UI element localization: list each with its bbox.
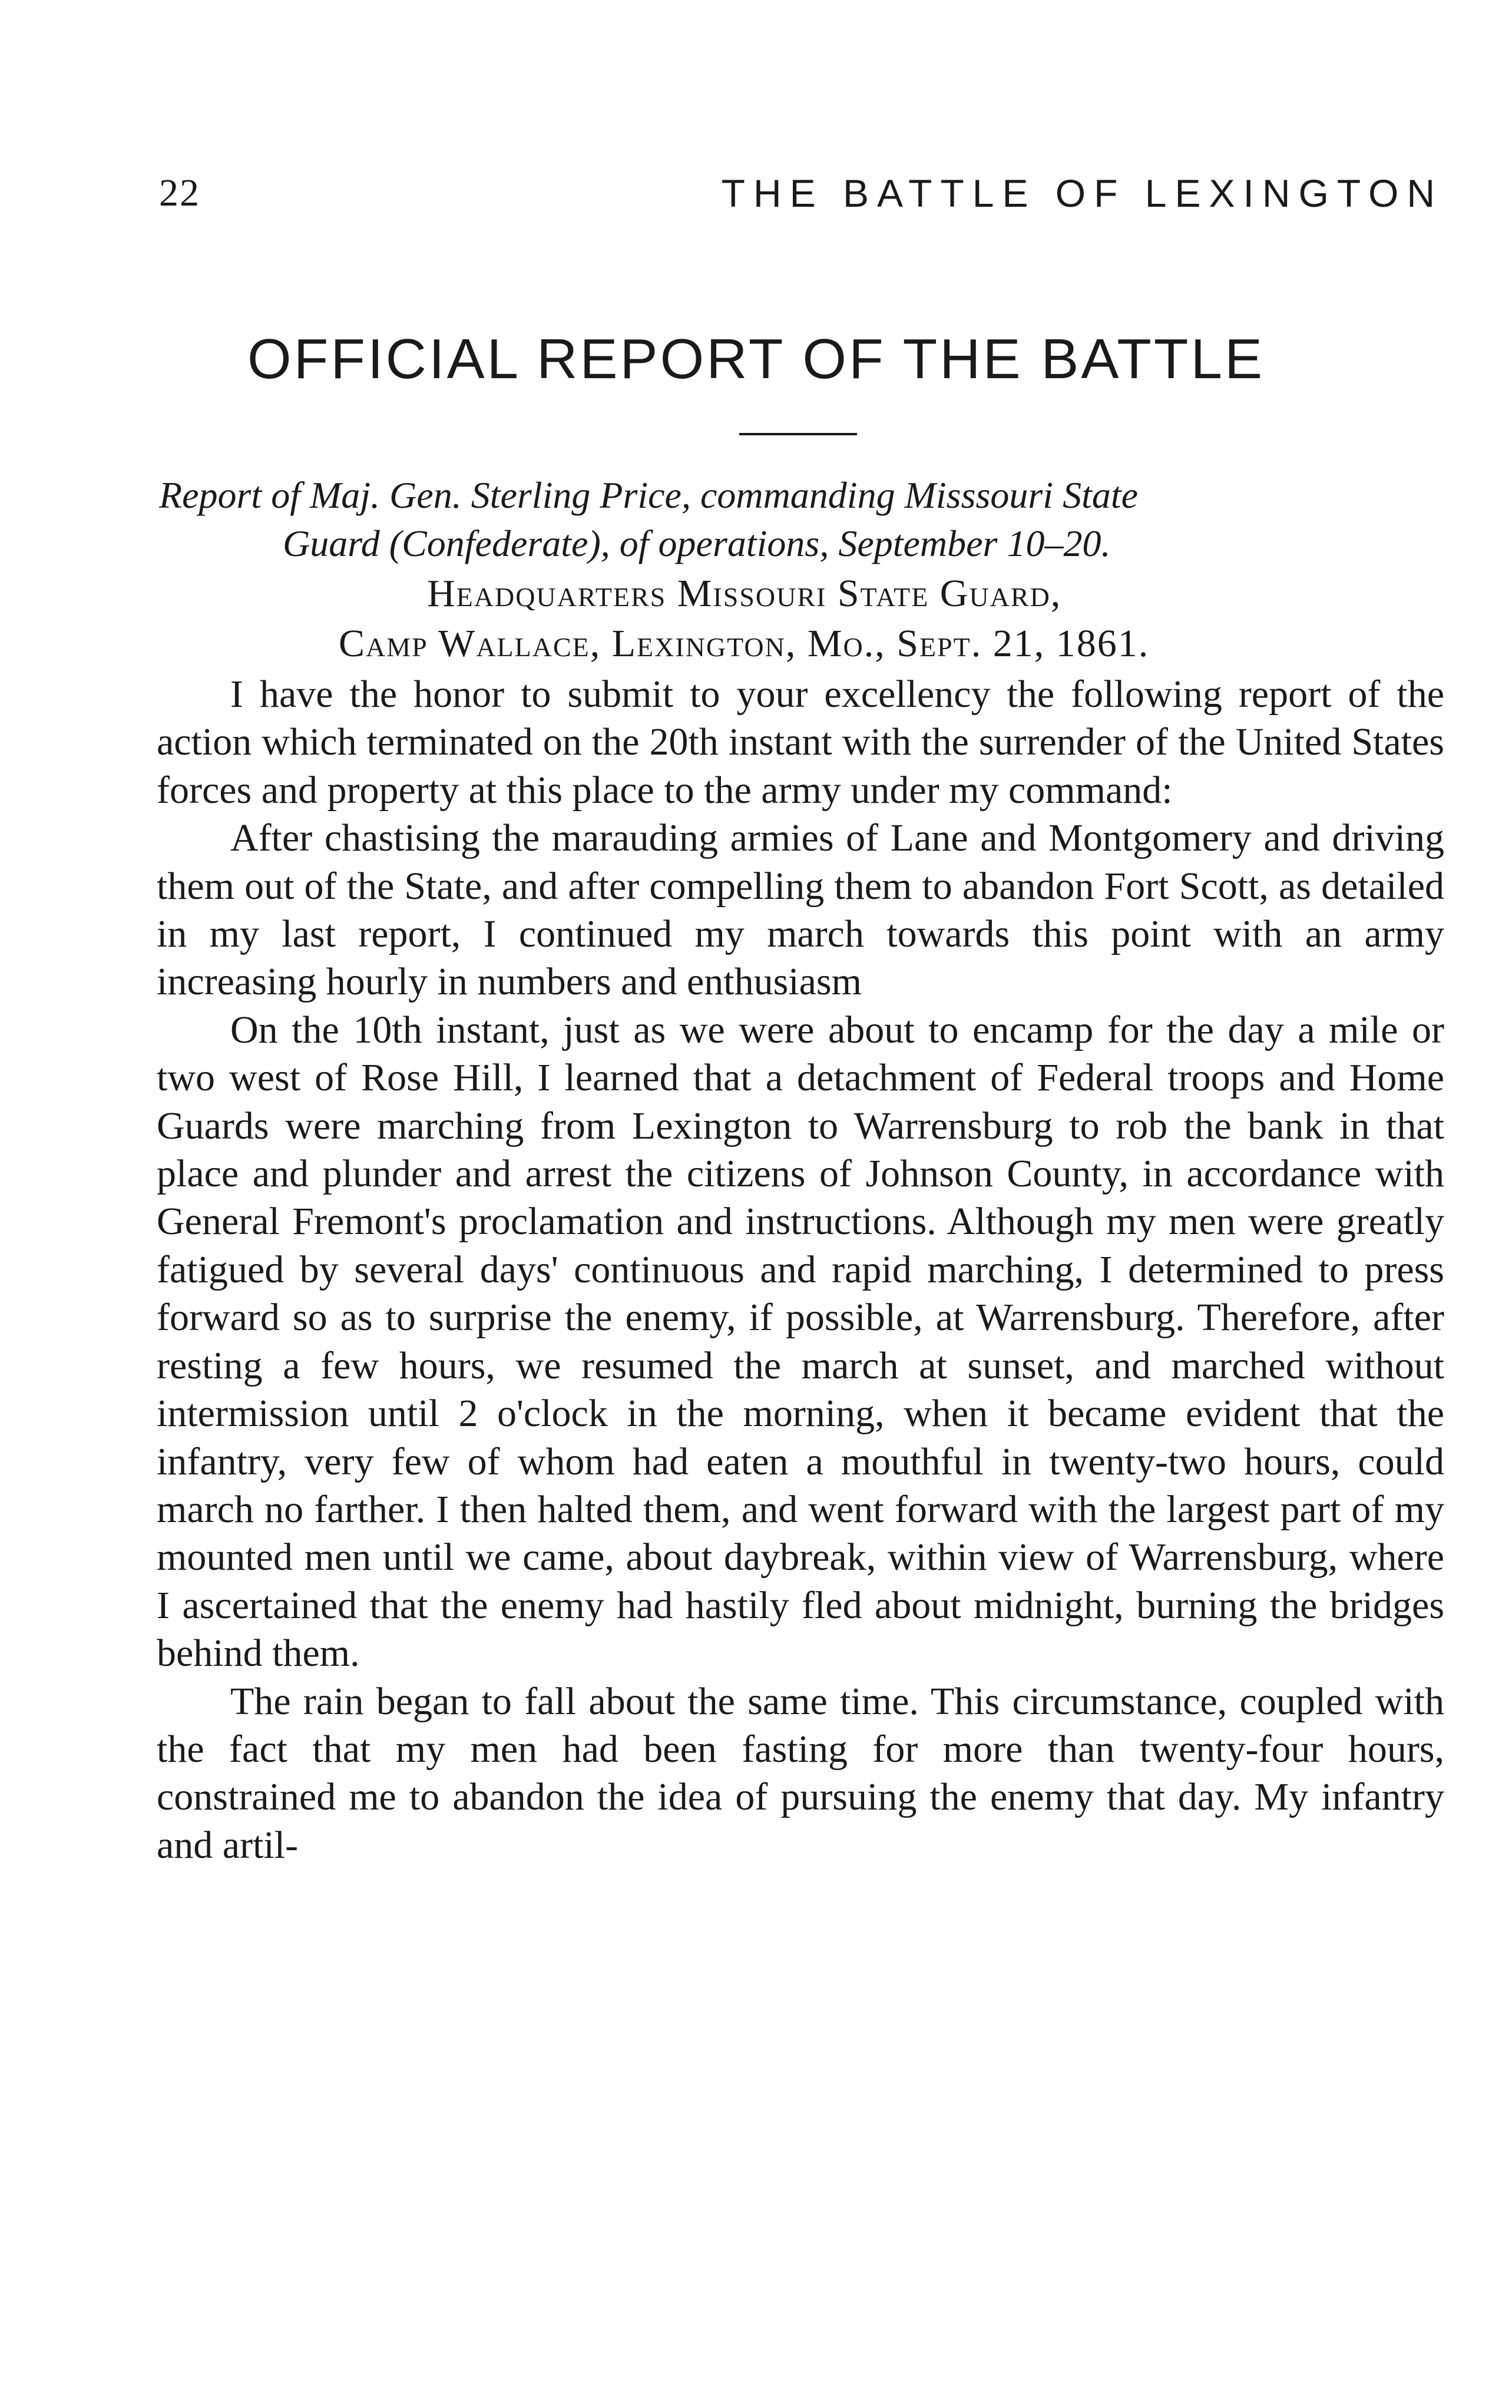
subtitle-line-1: Report of Maj. Gen. Sterling Price, commanding Misssouri State	[159, 474, 1139, 516]
running-header	[159, 171, 1443, 224]
dateline-headquarters: Headquarters Missouri State Guard,	[427, 572, 1062, 615]
report-subtitle	[159, 471, 1449, 568]
paragraph: On the 10th instant, just as we were about to encamp for the day a mile or two west of Rose Hill, I learned that a detachment of Federal troops and Home Guards were marching from Lexington to Warrensburg to rob the bank in that place and plunder and arrest the citizens of Johnson County, in accordance with General Fremont's proclamation and instructions. Although my men were greatly fatigued by several days' continuous and rapid marching, I determined to press forward so as to surprise the enemy, if possible, at Warrensburg. Therefore, after resting a few hours, we resumed the march at sunset, and marched without intermission until 2 o'clock in the morning, when it became evident that the infantry, very few of whom had eaten a mouthful in twenty-two hours, could march no farther. I then halted them, and went forward with the largest part of my mounted men until we came, about daybreak, within view of Warrensburg, where I ascertained that the enemy had hastily fled about midnight, burning the bridges behind them.	[157, 1008, 1444, 1675]
heading-rule	[739, 433, 857, 435]
report-body	[157, 670, 1444, 1869]
section-heading: OFFICIAL REPORT OF THE BATTLE	[247, 328, 1265, 391]
page-number: 22	[159, 171, 200, 214]
paragraph: The rain began to fall about the same time. This circumstance, coupled with the fact that my men had been fasting for more than twenty-four hours, constrained me to abandon the idea of pursuing the enemy that day. My infantry and artil-	[157, 1679, 1444, 1867]
dateline-place-date: Camp Wallace, Lexington, Mo., Sept. 21, 1861.	[339, 622, 1150, 665]
paragraph: I have the honor to submit to your excellency the following report of the action which terminated on the 20th instant with the surrender of the United States forces and property at this place to the army under my command:	[157, 673, 1444, 812]
dateline	[159, 568, 1443, 669]
running-title: THE BATTLE OF LEXINGTON	[721, 171, 1443, 215]
paragraph: After chastising the marauding armies of Lane and Montgomery and driving them out of the State, and after compelling them to abandon Fort Scott, as detailed in my last report, I continued my march towards this point with an army increasing hourly in numbers and enthusiasm	[157, 816, 1444, 1004]
subtitle-line-2: Guard (Confederate), of operations, September 10–20.	[283, 522, 1111, 564]
